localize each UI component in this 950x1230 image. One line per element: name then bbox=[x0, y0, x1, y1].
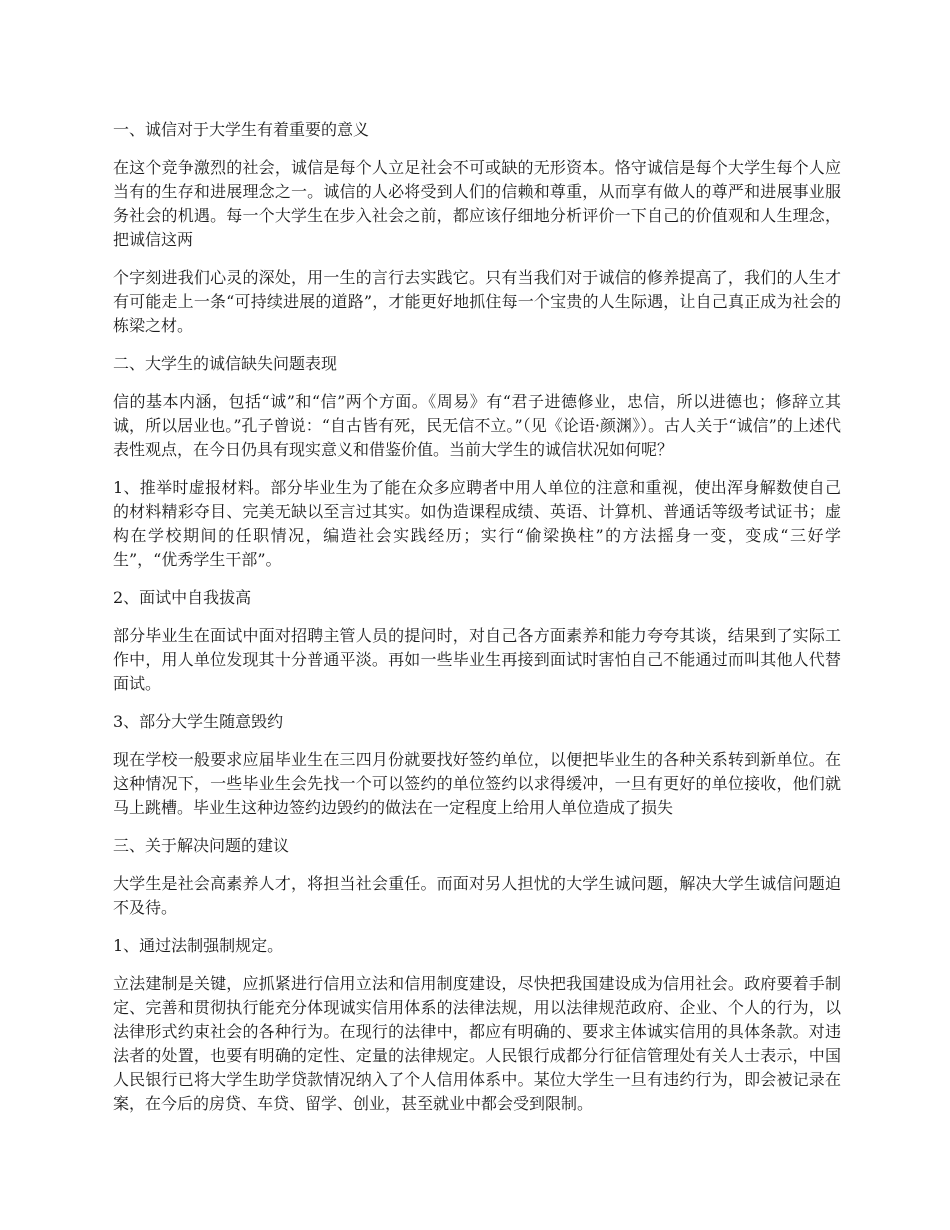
paragraph: 现在学校一般要求应届毕业生在三四月份就要找好签约单位，以便把毕业生的各种关系转到新单位。在这种情况下，一些毕业生会先找一个可以签约的单位签约以求得缓冲，一旦有更好的单位接收，他们就马上跳槽。毕业生这种边签约边毁约的做法在一定程度上给用人单位造成了损失 bbox=[113, 750, 841, 817]
section-heading: 一、诚信对于大学生有着重要的意义 bbox=[113, 120, 370, 139]
paragraph: 在这个竞争激烈的社会，诚信是每个人立足社会不可或缺的无形资本。恪守诚信是每个大学生每个人应当有的生存和进展理念之一。诚信的人必将受到人们的信赖和尊重，从而享有做人的尊严和进展事业服务社会的机遇。每一个大学生在步入社会之前，都应该仔细地分析评价一下自己的价值观和人生理念，把诚信这两 bbox=[113, 158, 841, 249]
paragraph: 1、推举时虚报材料。部分毕业生为了能在众多应聘者中用人单位的注意和重视，使出浑身解数使自己的材料精彩夺目、完美无缺以至言过其实。如伪造课程成绩、英语、计算机、普通话等级考试证书；虚构在学校期间的任职情况，编造社会实践经历；实行“偷梁换柱”的方法摇身一变，变成“三好学生”，“优秀学生干部”。 bbox=[113, 478, 841, 569]
section-heading: 三、关于解决问题的建议 bbox=[113, 836, 290, 855]
section-heading: 二、大学生的诚信缺失问题表现 bbox=[113, 354, 338, 373]
subsection-heading: 3、部分大学生随意毁约 bbox=[113, 712, 284, 731]
paragraph: 大学生是社会高素养人才，将担当社会重任。而面对另人担忧的大学生诚问题，解决大学生诚信问题迫不及待。 bbox=[113, 874, 841, 917]
subsection-heading: 2、面试中自我拔高 bbox=[113, 588, 252, 607]
paragraph: 个字刻进我们心灵的深处，用一生的言行去实践它。只有当我们对于诚信的修养提高了，我们的人生才有可能走上一条“可持续进展的道路”，才能更好地抓住每一个宝贵的人生际遇，让自己真正成为社会的栋梁之材。 bbox=[113, 268, 841, 335]
subsection-heading: 1、通过法制强制规定。 bbox=[113, 936, 284, 955]
paragraph: 立法建制是关键，应抓紧进行信用立法和信用制度建设，尽快把我国建设成为信用社会。政府要着手制定、完善和贯彻执行能充分体现诚实信用体系的法律法规，用以法律规范政府、企业、个人的行为，以法律形式约束社会的各种行为。在现行的法律中，都应有明确的、要求主体诚实信用的具体条款。对违法者的处置，也要有明确的定性、定量的法律规定。人民银行成都分行征信管理处有关人士表示，中国人民银行已将大学生助学贷款情况纳入了个人信用体系中。某位大学生一旦有违约行为，即会被记录在案，在今后的房贷、车贷、留学、创业，甚至就业中都会受到限制。 bbox=[113, 974, 841, 1113]
document-page bbox=[113, 118, 841, 1130]
paragraph: 部分毕业生在面试中面对招聘主管人员的提问时，对自己各方面素养和能力夸夸其谈，结果到了实际工作中，用人单位发现其十分普通平淡。再如一些毕业生再接到面试时害怕自己不能通过而叫其他人代替面试。 bbox=[113, 626, 841, 693]
paragraph: 信的基本内涵，包括“诚”和“信”两个方面。《周易》有“君子进德修业，忠信，所以进德也；修辞立其诚，所以居业也。”孔子曾说：“自古皆有死，民无信不立。”（见《论语·颜渊》）。古人关于“诚信”的上述代表性观点，在今日仍具有现实意义和借鉴价值。当前大学生的诚信状况如何呢？ bbox=[113, 392, 841, 459]
